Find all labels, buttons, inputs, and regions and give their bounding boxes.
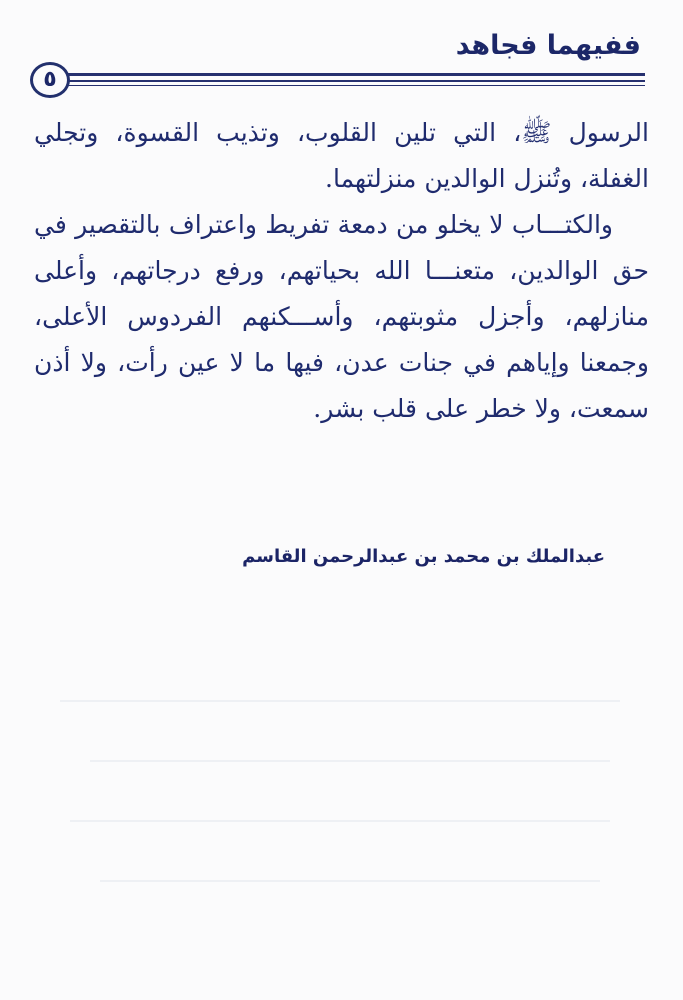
- page-number-badge: [30, 62, 70, 98]
- paragraph-2: والكتـــاب لا يخلو من دمعة تفريط واعتراف بالتقصير في حق الوالدين، متعنـــا الله بحياتهم، ورفع درجاتهم، وأعلى منازلهم، وأجزل مثوبتهم، وأســـكنهم الفردوس الأعلى، وجمعنا وإياهم في جنات عدن، فيها ما لا عين رأت، ولا أذن سمعت، ولا خطر على قلب بشر.: [34, 210, 649, 423]
- body-text: [34, 110, 649, 432]
- paragraph-1: الرسول ﷺ، التي تلين القلوب، وتذيب القسوة، وتجلي الغفلة، وتُنزل الوالدين منزلتهما.: [34, 118, 649, 193]
- page-number: ٥: [43, 67, 57, 92]
- header-rule-thick: [60, 73, 645, 76]
- bleed-through-mark: [60, 700, 620, 702]
- bleed-through-mark: [70, 820, 610, 822]
- header-rule-thin: [60, 85, 645, 86]
- author-signature: عبدالملك بن محمد بن عبدالرحمن القاسم: [242, 546, 605, 567]
- bleed-through-mark: [90, 760, 610, 762]
- running-title: ففيهما فجاهد: [455, 30, 641, 61]
- bleed-through-mark: [100, 880, 600, 882]
- header-rule-medium: [60, 80, 645, 82]
